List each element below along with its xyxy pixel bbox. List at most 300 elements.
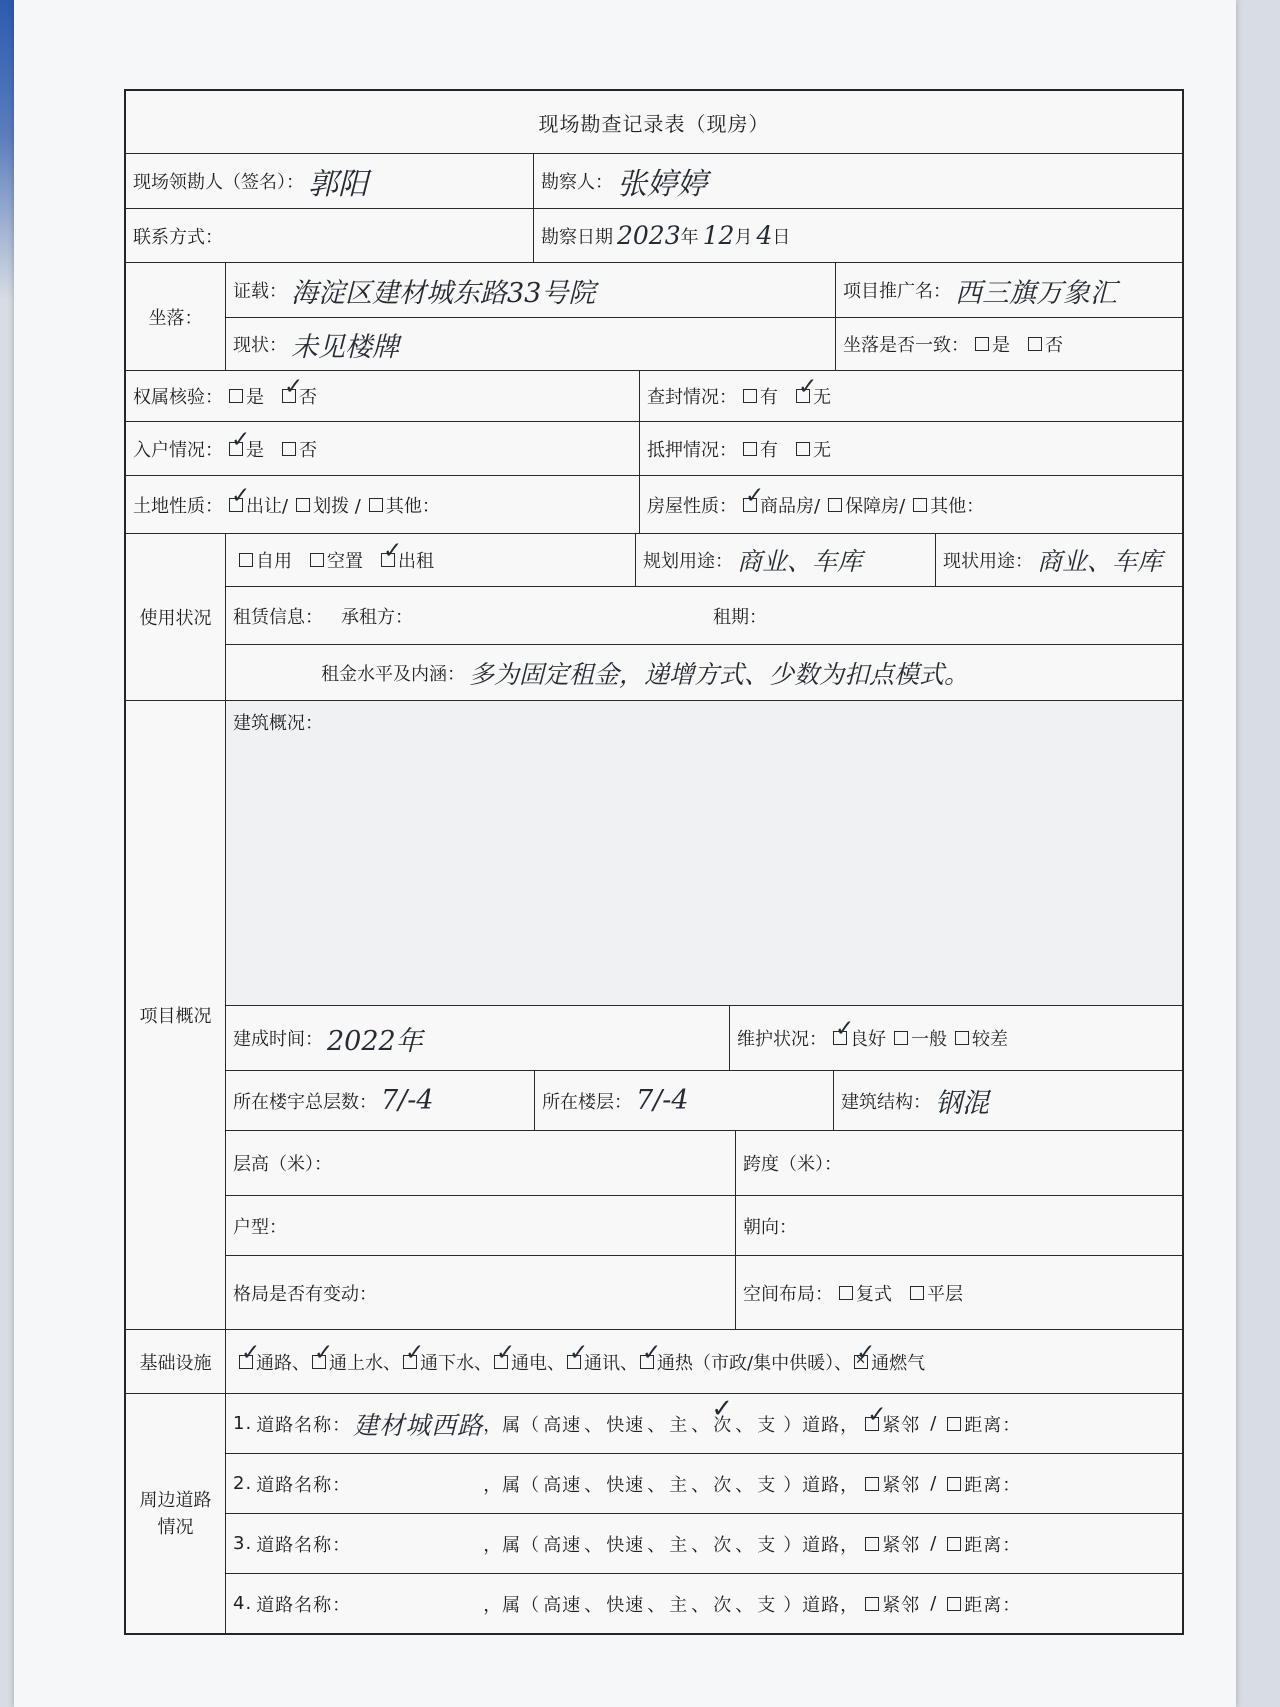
road-class-option: 支 (757, 1534, 777, 1556)
seizure-cell (640, 371, 1182, 421)
ownership-option-label: 是 (246, 387, 264, 408)
current-use-value: 商业、车库 (1037, 547, 1163, 576)
road-slash: / (930, 1533, 938, 1554)
road-class-option: 主 (669, 1534, 689, 1556)
project-fields (226, 701, 1182, 1329)
road-class-option: 支 (757, 1414, 777, 1436)
road-slash: / (930, 1593, 938, 1614)
maintenance-option (894, 1025, 947, 1051)
usage-status-option (381, 547, 434, 573)
total-floors-cell (226, 1071, 535, 1130)
road-class-option: 次 (713, 1594, 733, 1616)
space-layout-cell (736, 1256, 1182, 1329)
guide-cell (126, 154, 534, 208)
structure-label: 建筑结构： (841, 1091, 931, 1113)
checkbox-icon (894, 1031, 908, 1045)
road-class-prefix: ，属（ (483, 1474, 541, 1496)
contact-date-row (126, 209, 1182, 263)
building-overview-label: 建筑概况： (233, 713, 323, 734)
road-adjacent-option (865, 1591, 920, 1617)
tenant-label: 承租方： (341, 606, 413, 628)
usage-block (126, 534, 1182, 701)
infrastructure-option (239, 1349, 310, 1375)
house-nature-option (828, 492, 905, 518)
orientation-cell (736, 1196, 1182, 1255)
road-class-option: 支 (757, 1474, 777, 1496)
road-class-separator: 、 (647, 1414, 667, 1436)
road-class-separator: 、 (735, 1534, 755, 1556)
road-class-separator: 、 (691, 1534, 711, 1556)
land-nature-options (229, 492, 448, 518)
road-class-separator: 、 (691, 1594, 711, 1616)
house-nature-option (743, 492, 820, 518)
road-class-separator: 、 (647, 1594, 667, 1616)
checked-checkbox-icon (229, 442, 243, 456)
location-block (126, 263, 1182, 371)
maintenance-option-label: 良好 (850, 1029, 886, 1050)
current-state-value: 未见楼牌 (291, 331, 399, 363)
location-fields (226, 263, 1182, 370)
checkbox-icon (975, 337, 989, 351)
entry-option-label: 否 (299, 439, 317, 461)
checkbox-icon (865, 1477, 879, 1491)
checked-checkbox-icon (239, 1355, 253, 1369)
nature-row (126, 476, 1182, 534)
entry-option (229, 436, 264, 462)
infrastructure-fields (226, 1330, 1182, 1393)
road-class-suffix: ）道路， (783, 1594, 860, 1616)
road-adjacent-option (865, 1471, 920, 1497)
road-class-prefix: ，属（ (483, 1534, 541, 1556)
road-name-label: 道路名称： (256, 1594, 352, 1616)
road-class-option: 高速 (543, 1534, 582, 1556)
lease-info-cell (226, 587, 1182, 644)
road-class-separator: 、 (691, 1474, 711, 1496)
space-layout-options (839, 1280, 981, 1306)
house-nature-cell (640, 476, 1182, 533)
road-cell (226, 1394, 1182, 1453)
promo-name-cell (836, 263, 1182, 317)
road-class-suffix: ）道路， (783, 1414, 860, 1436)
checked-checkbox-icon (494, 1355, 508, 1369)
mortgage-option-label: 有 (760, 439, 778, 461)
checkbox-icon (239, 553, 253, 567)
checkbox-icon (913, 498, 927, 512)
ownership-label: 权属核验： (133, 387, 223, 408)
road-name-value: 建材城西路 (353, 1410, 484, 1440)
road-class-separator: 、 (735, 1414, 755, 1436)
promo-name-value: 西三旗万象汇 (955, 277, 1117, 309)
house-nature-option-label: 商品房/ (760, 495, 821, 517)
seizure-option (796, 383, 831, 409)
road-class-option: 主 (669, 1414, 689, 1436)
floor-label: 所在楼层： (542, 1091, 632, 1113)
land-nature-option (296, 492, 361, 518)
road-name-label: 道路名称： (256, 1414, 352, 1436)
infrastructure-option-label: 通讯、 (584, 1352, 638, 1374)
checkbox-icon (296, 498, 310, 512)
infrastructure-options (239, 1349, 927, 1375)
location-consistent-option-label: 否 (1045, 335, 1063, 356)
rent-cell (226, 645, 1182, 700)
road-class-prefix: ，属（ (483, 1414, 541, 1436)
road-class-separator: 、 (691, 1414, 711, 1436)
roads-label (126, 1394, 226, 1633)
road-class-prefix: ，属（ (483, 1594, 541, 1616)
checked-checkbox-icon (403, 1355, 417, 1369)
road-row (226, 1514, 1182, 1574)
checkbox-icon (947, 1417, 961, 1431)
road-distance-option (947, 1591, 1021, 1617)
maintenance-option-label: 较差 (972, 1029, 1008, 1050)
location-consistent-option (1028, 331, 1063, 357)
location-consistent-option (975, 331, 1010, 357)
checked-checkbox-icon (381, 553, 395, 567)
infrastructure-label (126, 1330, 226, 1393)
house-nature-option (913, 492, 984, 518)
road-distance-label: 距离： (964, 1414, 1022, 1436)
space-layout-option (839, 1280, 892, 1306)
usage-status-option (310, 547, 363, 573)
planned-use-label: 规划用途： (643, 551, 733, 572)
land-nature-cell (126, 476, 640, 533)
land-nature-option-label: 其他： (385, 495, 440, 517)
promo-name-label: 项目推广名： (843, 281, 951, 302)
entry-option-label: 是 (246, 439, 264, 461)
road-class-option: 主 (669, 1594, 689, 1616)
road-class-separator: 、 (735, 1474, 755, 1496)
built-time-label: 建成时间： (233, 1029, 323, 1050)
location-label (126, 263, 226, 370)
infrastructure-option-label: 通上水、 (329, 1352, 401, 1374)
project-label-text: 项目概况 (139, 1006, 212, 1027)
rent-row (226, 645, 1182, 700)
road-class-option: 次 ✓ (713, 1411, 732, 1437)
current-use-cell (936, 534, 1182, 586)
checkbox-icon (229, 389, 243, 403)
structure-value: 钢混 (935, 1088, 989, 1119)
floor-cell (535, 1071, 834, 1130)
road-adjacent-label: 紧邻 (882, 1534, 921, 1556)
land-nature-option-label: 划拨 / (313, 495, 361, 517)
ownership-option (229, 383, 264, 409)
current-use-label: 现状用途： (943, 551, 1033, 572)
road-class-separator: 、 (647, 1474, 667, 1496)
road-class-option: 快速 (606, 1534, 645, 1556)
road-class-option: 快速 (606, 1414, 645, 1436)
building-overview-cell (226, 701, 1182, 1005)
road-row (226, 1574, 1182, 1633)
checkbox-icon (947, 1537, 961, 1551)
road-class-option: 主 (669, 1474, 689, 1496)
planned-use-cell (636, 534, 936, 586)
space-layout-label: 空间布局： (743, 1283, 833, 1305)
mortgage-option (743, 436, 778, 462)
location-consistent-option-label: 是 (992, 335, 1010, 356)
entry-label: 入户情况： (133, 439, 223, 461)
checkbox-icon (865, 1597, 879, 1611)
layout-change-cell (226, 1256, 736, 1329)
built-time-value: 2022年 (327, 1025, 423, 1057)
road-name-label: 道路名称： (256, 1534, 352, 1556)
road-slash: / (930, 1473, 938, 1494)
survey-date-year: 2023 (617, 221, 681, 250)
floor-height-label: 层高（米）： (233, 1154, 332, 1175)
land-nature-option (229, 492, 288, 518)
checkbox-icon (865, 1537, 879, 1551)
road-class-separator: 、 (584, 1534, 604, 1556)
seizure-option-label: 有 (760, 387, 778, 408)
checked-checkbox-icon (833, 1031, 847, 1045)
infrastructure-option-label: 通燃气 (871, 1352, 926, 1374)
space-layout-option-label: 复式 (856, 1283, 892, 1305)
road-adjacent-label: 紧邻 (882, 1414, 921, 1436)
checkbox-icon (796, 442, 810, 456)
surveyor-signature: 张婷婷 (617, 167, 707, 202)
orientation-label: 朝向： (743, 1216, 797, 1238)
location-consistent-label: 坐落是否一致： (843, 335, 969, 356)
roads-label-text: 周边道路情况 (139, 1489, 212, 1538)
personnel-row (126, 154, 1182, 209)
road-class-separator: 、 (584, 1414, 604, 1436)
cert-address-label: 证载： (233, 281, 287, 302)
space-layout-option-label: 平层 (927, 1283, 963, 1305)
unit-type-cell (226, 1196, 736, 1255)
guide-signature: 郭阳 (308, 167, 368, 202)
total-floors-label: 所在楼宇总层数： (233, 1091, 377, 1113)
road-distance-label: 距离： (964, 1474, 1022, 1496)
checked-checkbox-icon (796, 389, 810, 403)
road-number: 4. (233, 1593, 253, 1614)
house-nature-option-label: 其他： (930, 495, 985, 517)
checkbox-icon (839, 1286, 853, 1300)
roads-block (126, 1394, 1182, 1633)
road-class-option: 支 (757, 1594, 777, 1616)
house-nature-label: 房屋性质： (647, 495, 737, 517)
span-cell (736, 1131, 1182, 1195)
ownership-cell (126, 371, 640, 421)
infrastructure-option (567, 1349, 638, 1375)
house-nature-options (743, 492, 992, 518)
survey-date-day: 4 (756, 221, 773, 250)
road-adjacent-label: 紧邻 (882, 1474, 921, 1496)
checkbox-icon (947, 1477, 961, 1491)
checked-checkbox-icon (854, 1355, 868, 1369)
infrastructure-option-label: 通热（市政/集中供暖）、 (657, 1352, 853, 1374)
road-class-option: 快速 (606, 1594, 645, 1616)
infrastructure-block (126, 1330, 1182, 1394)
mortgage-option (796, 436, 831, 462)
usage-status-option-label: 空置 (327, 551, 363, 572)
seizure-option (743, 383, 778, 409)
checkbox-icon (955, 1031, 969, 1045)
location-label-text: 坐落： (148, 307, 203, 329)
mortgage-option-label: 无 (813, 439, 831, 461)
road-adjacent-option (865, 1531, 920, 1557)
road-adjacent-label: 紧邻 (882, 1594, 921, 1616)
rent-label: 租金水平及内涵： (321, 663, 465, 685)
checkbox-icon (947, 1597, 961, 1611)
layout-change-label: 格局是否有变动： (233, 1283, 377, 1305)
survey-date-month: 12 (702, 221, 735, 250)
building-overview-row (226, 701, 1182, 1006)
planned-use-value: 商业、车库 (737, 547, 863, 576)
checked-checkbox-icon (567, 1355, 581, 1369)
road-number: 2. (233, 1473, 253, 1494)
usage-status-options (239, 547, 452, 573)
road-cell (226, 1454, 1182, 1513)
project-label (126, 701, 226, 1329)
checked-checkbox-icon (640, 1355, 654, 1369)
usage-status-row (226, 534, 1182, 587)
maintenance-option (833, 1025, 886, 1051)
mortgage-label: 抵押情况： (647, 439, 737, 461)
usage-status-option (239, 547, 292, 573)
road-class-suffix: ）道路， (783, 1474, 860, 1496)
usage-label (126, 534, 226, 700)
road-distance-option (947, 1411, 1021, 1437)
built-time-cell (226, 1006, 730, 1070)
checked-checkbox-icon (229, 498, 243, 512)
location-consistent-options (975, 331, 1081, 357)
usage-status-option-label: 出租 (398, 551, 434, 572)
surveyor-cell (534, 154, 1182, 208)
entry-options (229, 436, 335, 462)
house-nature-option-label: 保障房/ (845, 495, 906, 517)
ownership-row (126, 371, 1182, 422)
infrastructure-option (312, 1349, 401, 1375)
survey-date-cell (534, 209, 1182, 262)
paper-sheet (14, 0, 1236, 1707)
infrastructure-option (494, 1349, 565, 1375)
road-distance-option (947, 1531, 1021, 1557)
floor-height-cell (226, 1131, 736, 1195)
road-cell (226, 1514, 1182, 1573)
road-class-option: 次 (713, 1534, 733, 1556)
infrastructure-row (226, 1330, 1182, 1393)
seizure-label: 查封情况： (647, 387, 737, 408)
survey-date-year-unit: 年 (680, 226, 699, 248)
cert-address-value: 海淀区建材城东路33号院 (291, 277, 596, 309)
form-title: 现场勘查记录表（现房） (538, 111, 770, 136)
checkbox-icon (1028, 337, 1042, 351)
road-adjacent-option (865, 1411, 920, 1437)
checkbox-icon (828, 498, 842, 512)
layout-row (226, 1256, 1182, 1329)
maintenance-option-label: 一般 (911, 1029, 947, 1050)
location-cert-row (226, 263, 1182, 318)
checked-checkbox-icon (312, 1355, 326, 1369)
project-block (126, 701, 1182, 1330)
road-class-suffix: ）道路， (783, 1534, 860, 1556)
structure-cell (834, 1071, 1182, 1130)
survey-date-label: 勘察日期 (541, 226, 613, 248)
road-class-separator: 、 (584, 1474, 604, 1496)
built-time-row (226, 1006, 1182, 1071)
road-name-label: 道路名称： (256, 1474, 352, 1496)
road-row (226, 1394, 1182, 1454)
usage-fields (226, 534, 1182, 700)
infrastructure-option-label: 通路、 (256, 1352, 310, 1374)
form-title-row (126, 91, 1182, 154)
seizure-options (743, 383, 849, 409)
roads-fields (226, 1394, 1182, 1633)
checkbox-icon (282, 442, 296, 456)
land-nature-option-label: 出让/ (246, 495, 289, 517)
checkbox-icon (310, 553, 324, 567)
surveyor-label: 勘察人： (541, 172, 613, 193)
road-distance-label: 距离： (964, 1534, 1022, 1556)
infrastructure-label-text: 基础设施 (139, 1352, 212, 1374)
infrastructure-option (854, 1349, 925, 1375)
current-state-label: 现状： (233, 335, 287, 356)
ownership-option (282, 383, 317, 409)
road-class-separator: 、 (735, 1594, 755, 1616)
road-row (226, 1454, 1182, 1514)
road-number: 3. (233, 1533, 253, 1554)
rent-value: 多为固定租金，递增方式、少数为扣点模式。 (469, 659, 970, 689)
height-span-row (226, 1131, 1182, 1196)
checkbox-icon (743, 389, 757, 403)
lease-info-label: 租赁信息： (233, 606, 323, 628)
checked-checkbox-icon (743, 498, 757, 512)
maintenance-option (955, 1025, 1008, 1051)
entry-cell (126, 422, 640, 475)
cert-address-cell (226, 263, 836, 317)
ownership-options (229, 383, 335, 409)
road-class-option: 次 (713, 1474, 733, 1496)
road-slash: / (930, 1413, 938, 1434)
road-distance-option (947, 1471, 1021, 1497)
entry-row (126, 422, 1182, 476)
unit-orientation-row (226, 1196, 1182, 1256)
usage-status-cell (226, 534, 636, 586)
location-current-row (226, 318, 1182, 370)
survey-form (124, 89, 1184, 1635)
road-number: 1. (233, 1413, 253, 1434)
mortgage-cell (640, 422, 1182, 475)
mortgage-options (743, 436, 849, 462)
floor-value: 7/-4 (636, 1085, 689, 1116)
contact-label: 联系方式： (133, 226, 223, 248)
infrastructure-option (403, 1349, 492, 1375)
land-nature-option (369, 492, 440, 518)
road-class-separator: 、 (647, 1534, 667, 1556)
infrastructure-option-label: 通电、 (511, 1352, 565, 1374)
lease-term-label: 租期： (713, 606, 767, 628)
checkbox-icon (369, 498, 383, 512)
road-class-option: 快速 (606, 1474, 645, 1496)
infrastructure-cell (226, 1330, 1182, 1393)
checked-checkbox-icon (282, 389, 296, 403)
infrastructure-option (640, 1349, 852, 1375)
road-class-separator: 、 (584, 1594, 604, 1616)
road-class-option: 高速 (543, 1474, 582, 1496)
contact-cell (126, 209, 534, 262)
maintenance-options (833, 1025, 1016, 1051)
usage-status-option-label: 自用 (256, 551, 292, 572)
road-class-option: 高速 (543, 1594, 582, 1616)
road-class-option: 高速 (543, 1414, 582, 1436)
checkbox-icon (743, 442, 757, 456)
total-floors-value: 7/-4 (381, 1085, 434, 1116)
span-label: 跨度（米）： (743, 1154, 842, 1175)
survey-date-month-unit: 月 (734, 226, 753, 248)
location-consistent-cell (836, 318, 1182, 370)
land-nature-label: 土地性质： (133, 495, 223, 517)
ownership-option-label: 否 (299, 387, 317, 408)
checkbox-icon (910, 1286, 924, 1300)
